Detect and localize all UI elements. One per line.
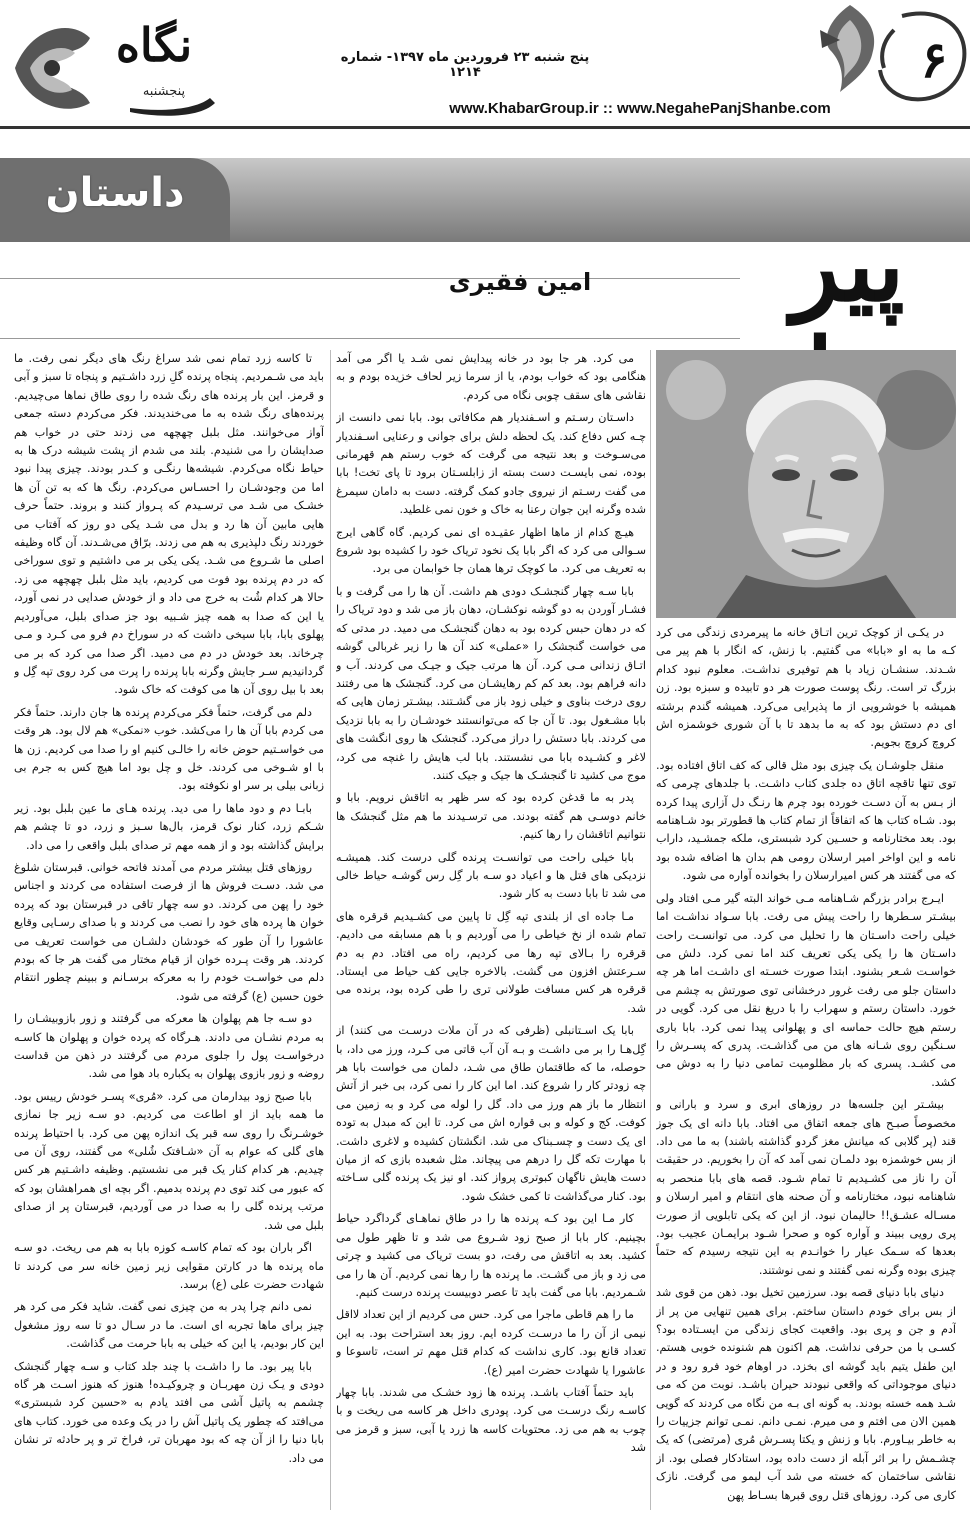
paragraph: بابـا دم و دود ماها را می دید. پرنده هـای ما عین بلبل بود. زیر شـکم زرد، کنار نوک قرمز، بال‌ها سـبز و زرد، دو تا چشم هم برایش گذاشته بود و از همه مهم تر صدای بلبل واقعی را می داد. xyxy=(14,801,324,852)
paragraph: دو سـه جا هم پهلوان ها معرکه می گرفتند و زور بازوبیشـان را به مردم نشـان می دادند. هـرگاه که پرده خوان و پهلوان ها کاسـه درخواسـت پول را جلوی مردم می گرفتند در ذهن من قداست روضه و زور بازوی پهلوان به یکباره باد هوا می شد. xyxy=(14,1012,324,1081)
paragraph: روزهای قتل بیشتر مردم می آمدند فاتحه خوانی. قبرستان شلوغ می شد. دسـت فروش ها از فرصت استفاده می کردند و اجناس خود را پهن می کردند. دو سه چهار تاقی در قبرستان بود که پرده خوان ها پرده های خود را نصب می کردند و با صدای رسـایی وقایع عاشورا را آن طور که خودشان دلشـان می خواست تعریف می کردند. هر وقت پـرده خوان از قیام مختار می گفت هر جا که بودم دلم می خواسـت خودم را به معرکه برسـانم و ببینم چطور انتقام خون حسین (ع) گرفته می شود. xyxy=(14,860,324,1003)
page-number: ۶ xyxy=(920,30,948,89)
article-column-right xyxy=(656,624,956,1514)
paragraph: ما را هم قاطی ماجرا می کرد. حس می کردیم از این تعداد لااقل نیمی از آن را ما درسـت کرده ایم. روز بعد استراحت بود. به این تعداد قانع بود. کاری نداشت که کدام قتل مهم تر است، تاسوعا و عاشورا یا شهادت حضرت امیر (ع). xyxy=(336,1308,646,1377)
paragraph: کار مـا این بود کـه پرنده ها را در طاق نماهـای گرداگرد حیاط بچینیم. کار بابا از صبح زود شـروع می شد و تا ظهر طول می کشید. بعد به اتاقش می رفت، دو بست تریاک می کشید و چرتی می زد و باز می گشـت. ما پرنده ها را رها نمی کردیم. آن ها را می شـمردیم. بابا می گفت باید تا عصر دوبیست پرنده درست کنیم. xyxy=(336,1212,646,1299)
paragraph: بابا صبح زود بیدارمان می کرد. «مُری» پسـر خودش رییس بود. ما همه باید از او اطاعت می کردیم. دو سـه زیر جا نمازی خوشـرنگ را روی سه قبر یک اندازه پهن می کرد. با احتیاط پرنده های گلی که عوام به آن «شـافتک شُلی» می گفتند، روی آن می چیدیم. هر کدام کنار یک قبر می نشستیم. وظیفه داشـتیم هر کس که عبور می کند توی دم پرنده بدمیم. اگر بچه ای همراهشان بود که مرتب پرنده گلی را به صدا در می آوردیم، قبرستان پر از صدای بلبل می شد. xyxy=(14,1089,324,1232)
paragraph: می کرد. هر جا بود در خانه پیدایش نمی شـد یا اگر می آمد هنگامی بود که خواب بودم، یا از سرما زیر لحاف خزیده بودم و به نقاشی های سقف چوبی نگاه می کردم. xyxy=(336,352,646,402)
paragraph: داسـتان رسـتم و اسـفندیار هم مکافاتی بود. بابا نمی دانست از چـه کس دفاع کند. یک لحظه دلش برای جوانی و رعنایی اسـفندیار می‌سـوخت و بعد نتیجه می گرفت که خوب رستم هم قهرمانی بوده، نمی بایسـت دست بسته از زابلسـتان برود تا پای تخت! بابا می گفت رسـتم از نیروی جادو کمک گرفته. دست به دامان سیمرغ شده وگرنه این جوان رعنا به خاک و خون نمی غلطید. xyxy=(336,411,646,517)
newspaper-logo xyxy=(10,8,230,120)
article-author: امین فقیری xyxy=(448,268,592,296)
paragraph: در یکـی از کوچک ترین اتـاق خانه ما پیرمردی زندگی می کرد کـه ما به او «بابا» می گفتیم. با زنش، که انگار با هم پیر می شـدند. سنشـان زیاد با هم توفیری نداشـت. معلوم نبود کدام بزرگ تر است. رنگ پوست صورت هر دو تابیده و سبزه بود. زن همیشه با خوشرویی از ما پذیرایی می‌کرد. همیشه گندم برشته ای دم دستش بود که به ما بدهد تا با آن شوری خوشمزه اش کروچ کروچ بجویم. xyxy=(656,626,956,750)
masthead xyxy=(0,0,970,128)
paragraph: پدر به ما قدغن کرده بود که سر ظهر به اتاقش نرویم. بابا و خانم دوسـی هم گفته بودند. می ترسـیدند ما هم مثل گنجشک ها نتوانیم اتاقشان را رها کنیم. xyxy=(336,791,646,842)
elderly-man-portrait-icon xyxy=(656,350,956,618)
paragraph: تا کاسه زرد تمام نمی شد سراغ رنگ های دیگر نمی رفت. ما باید می شـمردیم. پنجاه پرنده گلِ زرد داشـتیم و پنجاه تا سبز و آبی و قرمز. این بار پرنده های رنگ شده را روی طاق نماها می‌چیدیم. پرنده‌های رنگ شده به ما می‌خندیدند. فکر می‌کردم دسته جمعی آواز می‌خوانند. مثل بلبل چهچهه می زدند حتی در خواب هم صدایشان را می شنیدم. بلند می شدم از پشت شیشه درک ها به حیاط نگاه می‌کردم. شیشه‌ها رنگـی و کـدر بودند. چیزی پیدا نبود اما من وجودشـان را احسـاس می‌کردم. رنگ ها که به تن آن ها خشـک می شـد می ترسـیدم که پـرواز کنند و بروند. حتماً حرف هایی مابین آن ها رد و بدل می شـد یکی دو روز که آفتاب می خوردند رنگ دلپذیری به هم می زدند. برّاق می‌شـدند. آن گاه وظیفه اصلی ما شـروع می شـد. یکی یکی بر می داشتیم و توی سوراخی که در دم پرنده بود فوت می کردیم، باید مثل بلبل چهچهه می زد. حالا هر کدام شُت به خرج می داد و از خودش صدایی در نمی آورد، یا این که صدا به همه چیز شـبیه بود جز صدای بلبل، می‌آوردیم پهلوی بابا، بابا سیخی داشت که در سوراخ دم فرو می کـرد و مـی چرخاند. بعد خودش در دم می دمید. اگر صدا می کرد که بر می گردانیدیم سـر جایش وگرنه بابا پرنده را پرت می کرد روی تپه گِل و بعد با بیل روی آن ها می کوفت که خاک شود. xyxy=(14,352,324,697)
website-links[interactable]: www.KhabarGroup.ir :: www.NegahePanjShanbe.com xyxy=(449,100,831,117)
paragraph: دنیای بابا دنیای قصه بود. سرزمین تخیل بود. ذهن من قوی شد از بس برای خودم داستان ساختم. برای همین تنهایی من پر از آدم و جن و پری بود. واقعیت کجای زندگی من ایسـتاده بود؟ کسـی با من حرفی نداشت. هم اکنون هم شنونده خوبی هستم. این طفل یتیم باید گوشه ای بخزد. در اوهام خود فرو رود و در دنیای موجوداتی که واقعی نبودند حیران باشـد. نوبت من که می شـد همه خسته بودند. به گونه ای بـه من نگاه می کردند که گویی همین الان می افتم و می میرم. نمـی دانم. نمـی توانم جزییات را به خاطر بیـاورم. بابا و زنش و یکتا پسـرش مُری (مرتضی) که یک چشـمش را بر اثر آبله از دست داده بود، استادکار فصلی بود. از نقاشی ساختمان که خسته می شد آب لیمو می گرفت. نازک کاری می کرد. روزهای قتل روی قبرها بسـاط پهن xyxy=(656,1286,956,1502)
paragraph: بابا خیلی راحت می توانسـت پرنده گلی درست کند. همیشـه نزدیکی های قتل ها و اعیاد دو سـه بار گِل رس گوشـه حیاط خالی می شد تا بابا دست به کار شود. xyxy=(336,850,646,901)
paragraph: باید حتماً آفتاب باشـد. پرنده ها زود خشـک می شدند. بابا چهار کاسـه رنگ درسـت می کرد. پودری داخل هر کاسه می ریخت و با چوب به هم می زد. محتویات کاسه ها زرد یا آبی، سبز و قرمز می شد xyxy=(336,1385,646,1455)
section-title: داستان xyxy=(45,170,185,216)
paragraph: مـا جاده ای از بلندی تپه گِل تا پایین می کشـیدیم قرقره های تمام شده از نخ خیاطی را می آوردیم و با هم مسابقه می دادیم. قرقره را بـالای تپه رها می کردیم، راه می افتاد. دم به دم سـرعتش افزون می گشت. بالاخره جایی کف حیاط می ایستاد. قرقره هر کس مسافت طولانی تری را طی کرده بود، برنده می شد. xyxy=(336,909,646,1015)
paragraph: هیـچ کدام از ماها اظهار عقیـده ای نمی کردیم. گاه گاهی ایرج سـوالی می کرد که اگر بابا یک نخود تریاک خود را کشیده بود شروع به تعریف می کرد. ما کوچک ترها همان جا خوابمان می برد. xyxy=(336,525,646,576)
article-title: پیر xyxy=(791,206,905,324)
paragraph: ایـرج برادر بزرگم شـاهنامه مـی خواند البته گیر مـی افتاد ولی بیشـتر سـطرها را راحت پیش می رفت. بابا سـواد نداشـت اما خیلی راحت داسـتان ها را تحلیل می کرد. می توانسـت راحت داسـتان ها را یکی یکی تعریف کند اما نمی کرد. دلش می خواسـت شـعر بشنود. ابتدا صورت خسـته ای داشـت اما هر چه داستان جلو می رفت غرور درخشانی توی صورتش به چشم می خورد. داستان رستم و سهراب را با دریغ نقل می کرد. گویی در رستم هیچ حالت حماسه ای و پهلوانی پیدا نمی کرد. بابا باری سـنگین روی شـانه های من می گذاشـت. پدری که پسـرش را می کشـد. پسری که بار مظلومیت تمامی دنیا را به دوش می کشد. xyxy=(656,891,956,1089)
paragraph: بابا پیر بود. ما را داشـت با چند جلد کتاب و سـه چهار گنجشک دودی و یـک زن مهربـان و چروکیـده! هنوز که هنوز اسـت هر گاه چشمم به پاتیل آشی می افتد یادم به «حسین کرد شبستری» می‌افتد که چطور یک پاتیل آش را در یک وعده می خورد. کتاب های بابا دنیا را از آن چه که بود مهربان تر، فراخ تر و پر حادثه تر نشان می داد. xyxy=(14,1359,324,1465)
paragraph: اگر باران بود که تمام کاسـه کوزه بابا به هم می ریخت. دو سـه ماه پرنده ها در کارتن مقوایی زیر زمین خانه سر می کردند تا شهادت حضرت علی (ع) برسد. xyxy=(14,1241,324,1291)
logo-wordmark: نگاه xyxy=(115,18,193,72)
column-divider xyxy=(650,350,651,1510)
paragraph: منقل جلوشـان یک چیزی بود مثل قالی که کف اتاق افتاده بود. توی تنها تاقچه اتاق ده جلدی کتاب داشـت. با جلدهای چرمی که از بـس به آن دسـت خورده بود چرم ها رنـگ دل آزاری پیدا کرده بود. شـاه کتاب ها که اتفاقاً از تمام کتاب ها قطورتر بود شـاهنامه بود. بعد مختارنامه و حسـین کرد شبستری، ملکه جمشـید، داراب نامه و این اواخر امیر ارسلان رومی هم بدان ها اضافه شده بود که می گفتند هر کس امیرارسلان را بخوانده آواره می شود. xyxy=(656,758,956,883)
author-photo xyxy=(656,350,956,618)
article-column-middle xyxy=(336,350,646,1514)
logo-subtitle: پنجشنبه xyxy=(142,84,186,99)
header-divider xyxy=(0,126,970,129)
article-column-left xyxy=(14,350,324,1514)
paragraph: بابا یک اسـتانبلی (ظرفی که در آن ملات درسـت می کنند) از گِل‌هـا را بر می داشـت و بـه آن آب قاتی می کـرد، ورز می داد، با حوصله، ما که طاقتمان طاق می شـد، دلمان می خواست بابا هر چه زودتر کار را شروع کند. اما این کار را نمی کرد، بی خبر از آتش انتظار ما باز هم ورز می داد. گل را لوله می کرد و به زمین می کوفت. کج و کوله و بی قواره اش می کرد. تا این که مبدل به توده ای یک دست و چسـبناک می شد. انگشتان کشیده و لاغری داشت. با مهارت تکه گل را درهم می پیچاند. مثل شعبده بازی که از میان دست هایش ناگهان کبوتری پرواز کند. او نیز یک پرنده گلی سـاخته بود. کنار می‌گذاشت تا کمی خشک شود. xyxy=(336,1024,646,1203)
paragraph: بابا سـه چهار گنجشـک دودی هم داشت. آن ها را می گرفت و با فشـار آوردن به دو گوشه نوکشـان، دهان باز می شد و دود تریاک را که در دهان حبس کرده بود به دهان گنجشـک می دمید. در مدتی که می خواست گنجشک را «عملی» کند آن ها را زیر غربالی گوشه اتـاق زندانی مـی کرد. آن ها مرتب جیک و جیـک می کردند. آب و دانه فراهم بود. بعد کم کم رهایشـان می کرد. گنجشک ها می رفتند روی درخت بناوی و خیلی زود باز می گشـتند. بیشـتر زمان هایی که بابا مشـغول بود. تا آن جا که می‌توانستند خودشـان را به بابا نزدیک می کردند. بابا دستش را دراز می‌کرد. گنجشک ها روی انگشت های لاغر و کشـیده بابا می نشستند. بابا لب هایش را غنچه می کرد، موج می کشید تا گنجشـک ها جیک و جیک کنند. xyxy=(336,584,646,782)
author-rule-bottom xyxy=(0,338,740,339)
paragraph: دلم می گرفت، حتماً فکر می‌کردم پرنده ها جان دارند. حتماً فکر می کردم بابا آن ها را می‌کشد. خوب «نمکی» هم لال بود. هر وقت می خواسـتیم حوض خانه را خالـی کنیم او را صدا می کردیم. زن ها با او شـوخی می کردند. خل و چل بود اما هیچ کس به جرم بی زبانی بیلی بر سر او نکوفته بود. xyxy=(14,705,324,793)
paragraph: بیشـتر این جلسه‌ها در روزهای ابری و سرد و بارانی و مخصوصاً صبـح های جمعه اتفاق می افتاد. بابا دانه ای یک جوز قند (پر گلابی که میانش مغز گردو گذاشته باشند) به ما می داد. از بس خوشمزه بود دلمـان نمی آمد که آن را بخوریم. در حقیقت آن را ناز می کشـیدیم تا تمام شـود. قصه های بابا منحصر به شاهنامه نبود، مختارنامه و آن صحنه های انتقام و امیر ارسلان و مسـاله عشـق!! حالیمان نبود. از این که یکی تابلویی از صورت پری رویی ببیند و آواره کوه و صحرا شـود برایمـان عجیب بود. بعدها که سـمک عیار را خوانـدم به این نتیجه رسیدم که حتماً چیزی بوده وگرنه نمی گفتند و نمی نوشتند. xyxy=(656,1098,956,1277)
column-divider xyxy=(330,350,331,1510)
author-rule-top xyxy=(0,278,740,279)
issue-date-line: پنج شنبه ۲۳ فروردین ماه ۱۳۹۷- شماره ۱۲۱۴ xyxy=(340,50,590,80)
paragraph: نمی دانم چرا پدر به من چیزی نمی گفت. شاید فکر می کرد هر چیز برای ماها تجربه ای است. ما در سـال دو تا سه روز مشغول این کار بودیم، یا این که خیلی به بابا حرمت می گذاشت. xyxy=(14,1300,324,1351)
